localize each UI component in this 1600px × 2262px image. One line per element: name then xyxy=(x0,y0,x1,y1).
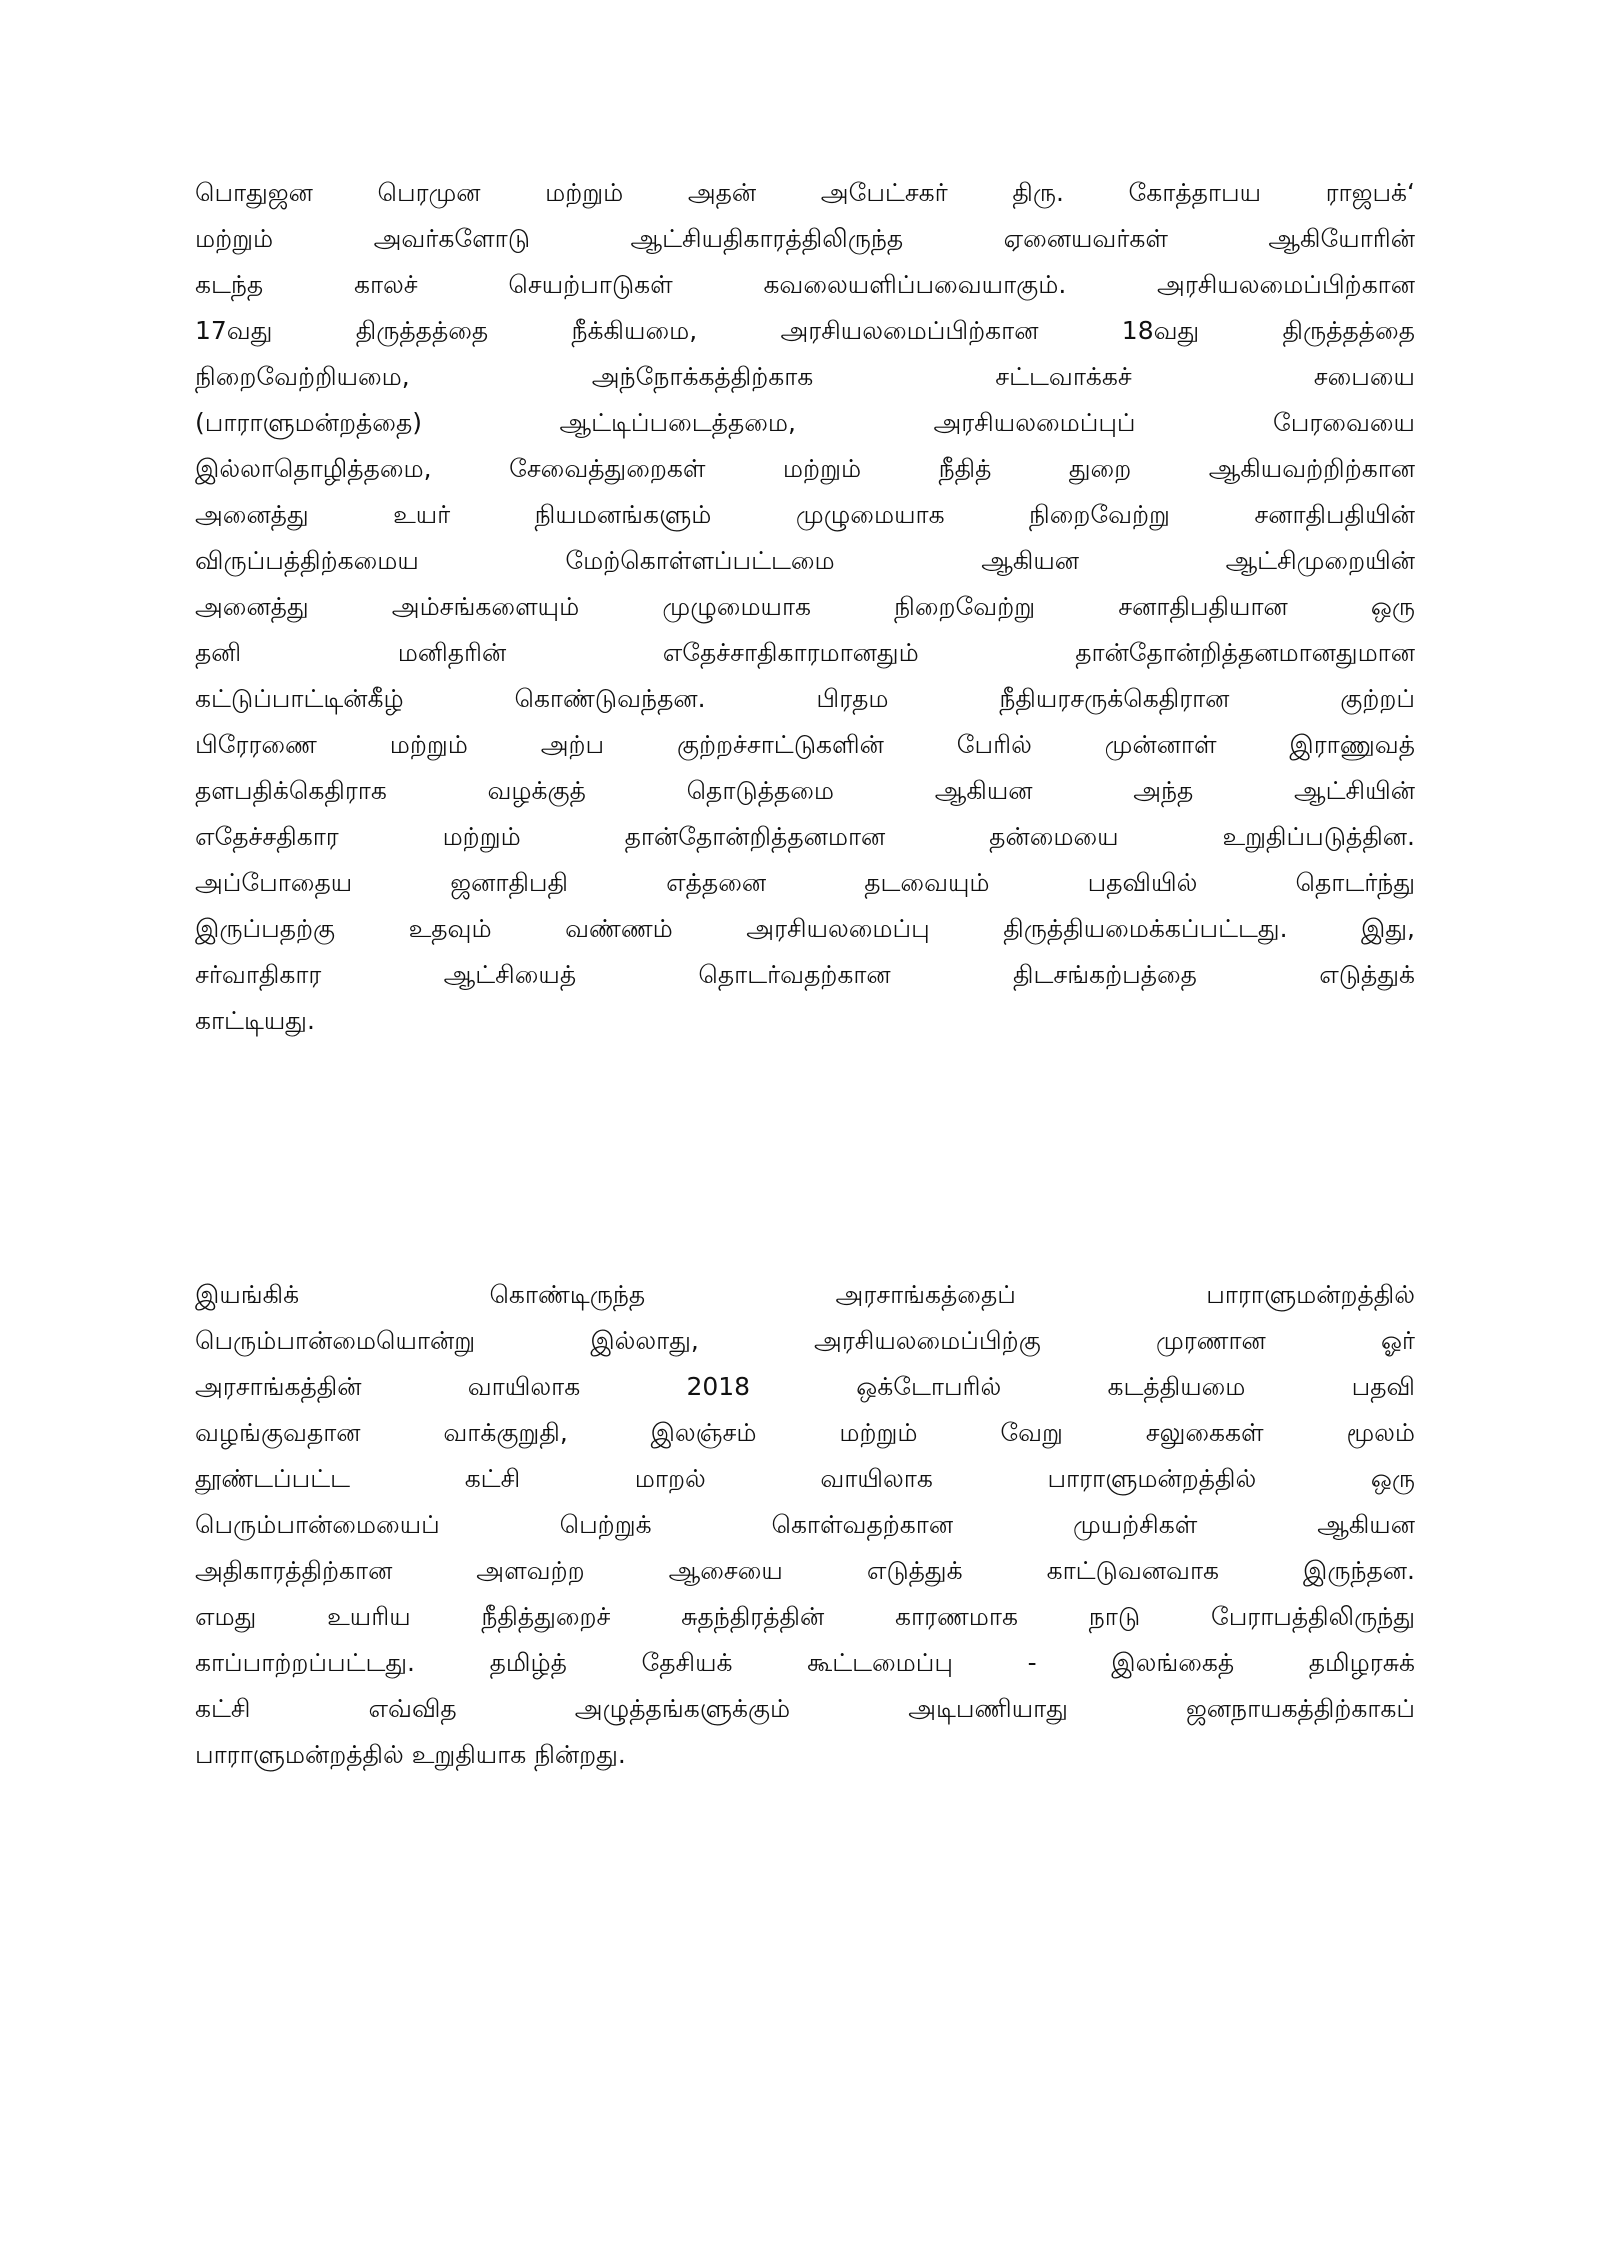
text-line: தனி மனிதரின் எதேச்சாதிகாரமானதும் தான்தோன்றித்தனமானதுமான xyxy=(195,638,1415,667)
text-line: இயங்கிக் கொண்டிருந்த அரசாங்கத்தைப் பாராளுமன்றத்தில் xyxy=(195,1280,1415,1309)
text-line: இருப்பதற்கு உதவும் வண்ணம் அரசியலமைப்பு திருத்தியமைக்கப்பட்டது. இது, xyxy=(195,914,1415,943)
paragraph-2 xyxy=(195,1272,1415,1778)
text-line: பிரேரணை மற்றும் அற்ப குற்றச்சாட்டுகளின் பேரில் முன்னாள் இராணுவத் xyxy=(195,730,1415,759)
text-line: பொதுஜன பெரமுன மற்றும் அதன் அபேட்சகர் திரு. கோத்தாபய ராஜபக்‘ xyxy=(195,178,1415,207)
text-line: 17வது திருத்தத்தை நீக்கியமை, அரசியலமைப்பிற்கான 18வது திருத்தத்தை xyxy=(195,316,1415,345)
text-line: மற்றும் அவர்களோடு ஆட்சியதிகாரத்திலிருந்த ஏனையவர்கள் ஆகியோரின் xyxy=(195,224,1415,253)
text-line: அதிகாரத்திற்கான அளவற்ற ஆசையை எடுத்துக் காட்டுவனவாக இருந்தன. xyxy=(195,1556,1415,1585)
text-line: பாராளுமன்றத்தில் உறுதியாக நின்றது. xyxy=(195,1740,626,1769)
text-line: சர்வாதிகார ஆட்சியைத் தொடர்வதற்கான திடசங்கற்பத்தை எடுத்துக் xyxy=(195,960,1415,989)
text-line: தளபதிக்கெதிராக வழக்குத் தொடுத்தமை ஆகியன அந்த ஆட்சியின் xyxy=(195,776,1415,805)
text-line: விருப்பத்திற்கமைய மேற்கொள்ளப்பட்டமை ஆகியன ஆட்சிமுறையின் xyxy=(195,546,1415,575)
text-line: கட்சி எவ்வித அழுத்தங்களுக்கும் அடிபணியாது ஜனநாயகத்திற்காகப் xyxy=(195,1694,1415,1723)
text-line: எதேச்சதிகார மற்றும் தான்தோன்றித்தனமான தன்மையை உறுதிப்படுத்தின. xyxy=(195,822,1415,851)
text-line: (பாராளுமன்றத்தை) ஆட்டிப்படைத்தமை, அரசியலமைப்புப் பேரவையை xyxy=(195,408,1415,437)
text-line: காப்பாற்றப்பட்டது. தமிழ்த் தேசியக் கூட்டமைப்பு - இலங்கைத் தமிழரசுக் xyxy=(195,1648,1415,1677)
text-line: அப்போதைய ஜனாதிபதி எத்தனை தடவையும் பதவியில் தொடர்ந்து xyxy=(195,868,1415,897)
text-line: காட்டியது. xyxy=(195,1006,315,1035)
text-line: அரசாங்கத்தின் வாயிலாக 2018 ஒக்டோபரில் கடத்தியமை பதவி xyxy=(195,1372,1415,1401)
text-line: நிறைவேற்றியமை, அந்நோக்கத்திற்காக சட்டவாக்கச் சபையை xyxy=(195,362,1415,391)
text-line: பெரும்பான்மையொன்று இல்லாது, அரசியலமைப்பிற்கு முரணான ஓர் xyxy=(195,1326,1415,1355)
paragraph-1 xyxy=(195,170,1415,1044)
text-line: பெரும்பான்மையைப் பெற்றுக் கொள்வதற்கான முயற்சிகள் ஆகியன xyxy=(195,1510,1415,1539)
text-line: அனைத்து உயர் நியமனங்களும் முழுமையாக நிறைவேற்று சனாதிபதியின் xyxy=(195,500,1415,529)
text-line: அனைத்து அம்சங்களையும் முழுமையாக நிறைவேற்று சனாதிபதியான ஒரு xyxy=(195,592,1415,621)
text-line: எமது உயரிய நீதித்துறைச் சுதந்திரத்தின் காரணமாக நாடு பேராபத்திலிருந்து xyxy=(195,1602,1415,1631)
text-line: தூண்டப்பட்ட கட்சி மாறல் வாயிலாக பாராளுமன்றத்தில் ஒரு xyxy=(195,1464,1415,1493)
text-line: இல்லாதொழித்தமை, சேவைத்துறைகள் மற்றும் நீதித் துறை ஆகியவற்றிற்கான xyxy=(195,454,1415,483)
text-line: கடந்த காலச் செயற்பாடுகள் கவலையளிப்பவையாகும். அரசியலமைப்பிற்கான xyxy=(195,270,1415,299)
text-line: வழங்குவதான வாக்குறுதி, இலஞ்சம் மற்றும் வேறு சலுகைகள் மூலம் xyxy=(195,1418,1415,1447)
text-line: கட்டுப்பாட்டின்கீழ் கொண்டுவந்தன. பிரதம நீதியரசருக்கெதிரான குற்றப் xyxy=(195,684,1415,713)
